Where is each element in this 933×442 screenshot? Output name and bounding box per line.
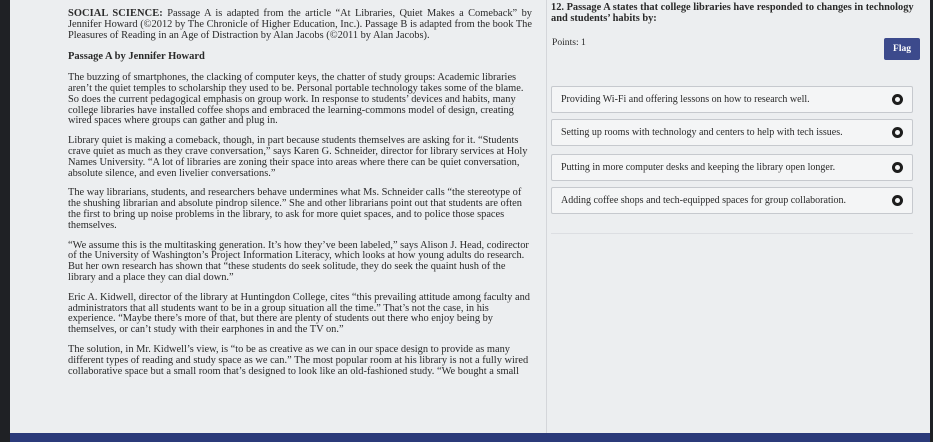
- passage-pane: [10, 0, 548, 433]
- passage-paragraph-4: “We assume this is the multitasking generation. It’s how they’ve been labeled,” says Alison J. Head, codirector of the University of Washington’s Project Information Literacy, which looks at how young adults do research. But her own research has shown that “these students do seek solitude, they do seek the quaint hush of the library and a place they can dial down.”: [68, 239, 529, 283]
- eliminate-eye-icon[interactable]: [892, 127, 903, 138]
- bottom-navigation-bar: [10, 433, 930, 442]
- eliminate-eye-icon[interactable]: [892, 195, 903, 206]
- passage-paragraph-2: Library quiet is making a comeback, though, in part because students themselves are asking for it. “Students crave quiet as much as they crave conversation,” says Karen G. Schneider, director for library services at Holy Names University. “A lot of libraries are zoning their space into areas where there can be quiet conversation, absolute silence, and even livelier conversations.”: [68, 135, 528, 179]
- passage-intro-label: SOCIAL SCIENCE:: [68, 8, 163, 19]
- question-stem: 12. Passage A states that college libraries have responded to changes in technology and students’ habits by:: [551, 2, 914, 24]
- passage-intro: [68, 9, 532, 41]
- answer-option-label: Putting in more computer desks and keeping the library open longer.: [561, 162, 836, 173]
- question-pane: [551, 0, 930, 433]
- answer-option-4[interactable]: [551, 187, 913, 214]
- passage-paragraph-1: The buzzing of smartphones, the clacking of computer keys, the chatter of study groups: Academic libraries aren’t the quiet temples to scholarship they used to be. Personal portable technology takes some of the blame. So does the current pedagogical emphasis on group work. In response to students’ devices and habits, many college libraries have installed coffee shops and embraced the learning-commons model of design, creating wired spaces where groups can gather and plug in.: [68, 72, 524, 127]
- question-points: Points: 1: [552, 37, 586, 48]
- answer-option-label: Providing Wi-Fi and offering lessons on how to research well.: [561, 94, 810, 105]
- passage-paragraph-5: Eric A. Kidwell, director of the library at Huntingdon College, cites “this prevailing attitude among faculty and administrators that all students want to be in a group situation all the time.” That’s not the case, in his experience. “Maybe there’s more of that, but there are plenty of students out there who enjoy being by themselves, or can’t study with their earphones in and the TV on.”: [68, 291, 530, 336]
- passage-title: Passage A by Jennifer Howard: [68, 51, 205, 63]
- eliminate-eye-icon[interactable]: [892, 162, 903, 173]
- answer-option-1[interactable]: [551, 86, 913, 113]
- answer-list-divider: [551, 233, 913, 234]
- passage-paragraph-6: The solution, in Mr. Kidwell’s view, is “to be as creative as we can in our space design to provide as many different types of reading and study space as we can.” The most popular room at his library is not a fully wired collaborative space but a small room that’s designed to look like an old-fashioned study. “We bought a small: [68, 343, 529, 377]
- answer-option-2[interactable]: [551, 119, 913, 146]
- pane-divider[interactable]: [546, 0, 547, 433]
- passage-paragraph-3: The way librarians, students, and researchers behave undermines what Ms. Schneider calls “the stereotype of the shushing librarian and absolute pindrop silence.” She and other librarians point out that students are often the first to bring up noise problems in the library, to ask for more quiet spaces, and to police those spaces themselves.: [68, 187, 522, 231]
- passage-intro-text: Passage A is adapted from the article “At Libraries, Quiet Makes a Comeback” by Jennifer Howard (©2012 by The Chronicle of Higher Education, Inc.). Passage B is adapted from the book The Pleasures of Reading in an Age of Distraction by Alan Jacobs (©2011 by Alan Jacobs).: [68, 8, 532, 41]
- eliminate-eye-icon[interactable]: [892, 94, 903, 105]
- answer-option-label: Adding coffee shops and tech-equipped spaces for group collaboration.: [561, 195, 847, 206]
- answer-option-3[interactable]: [551, 154, 913, 181]
- flag-button[interactable]: Flag: [884, 38, 920, 60]
- test-screen: [10, 0, 930, 442]
- answer-option-label: Setting up rooms with technology and centers to help with tech issues.: [561, 127, 843, 138]
